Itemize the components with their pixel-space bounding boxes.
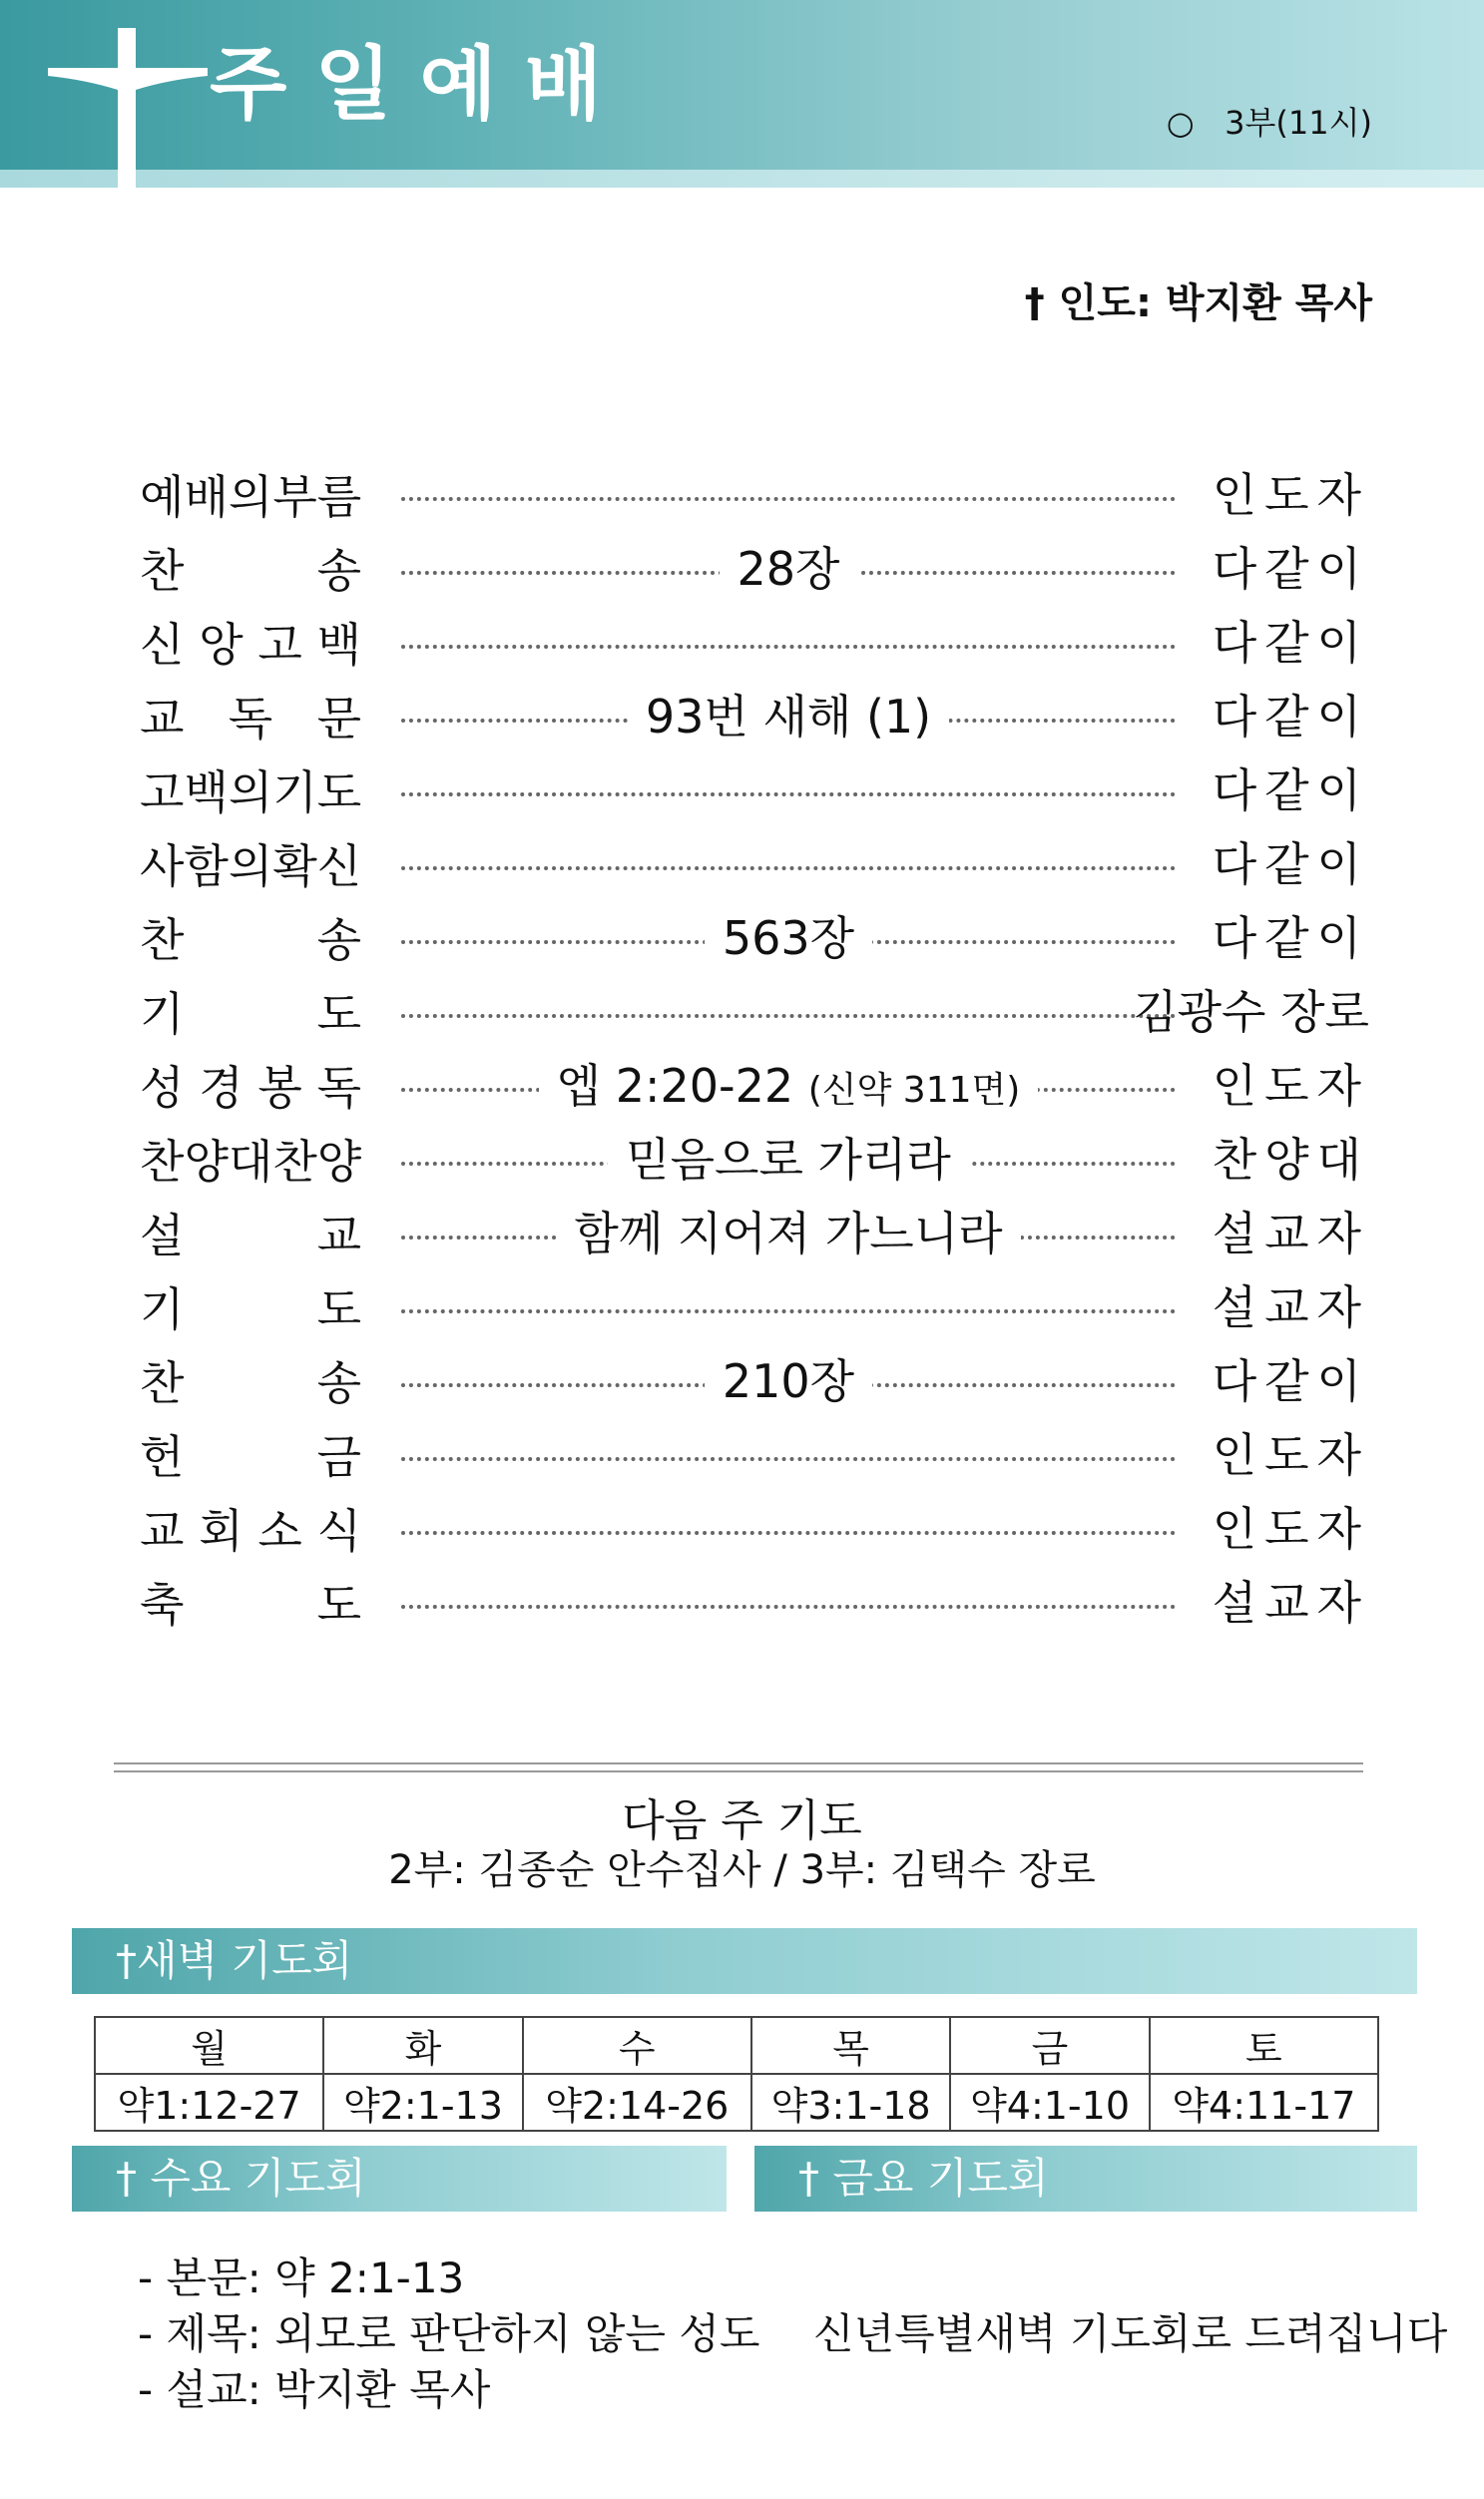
order-row: [140, 900, 1369, 974]
order-of-worship: [140, 457, 1369, 1639]
order-row: [140, 531, 1369, 605]
order-item-detail-text: 믿음으로 가리라: [626, 1133, 951, 1187]
order-item-person: 찬양대: [1212, 1133, 1369, 1187]
label-char: 성: [140, 1061, 185, 1115]
order-item-detail-wrap: [608, 1133, 969, 1187]
order-item-person: 다같이: [1212, 837, 1369, 891]
order-item-detail-text: 210장: [722, 1354, 855, 1408]
order-item-person: 다같이: [1212, 542, 1369, 596]
order-item-label: [140, 1052, 361, 1118]
table-cell-day: 목: [751, 2017, 950, 2074]
dotted-leader: [401, 1605, 1176, 1609]
table-cell-day: 월: [95, 2017, 323, 2074]
order-row: [140, 752, 1369, 826]
table-row: [95, 2074, 1378, 2131]
order-item-person: 인도자: [1212, 1059, 1369, 1113]
table-cell-reading: 약2:1-13: [323, 2074, 522, 2131]
label-char: 찬: [140, 1135, 185, 1189]
order-item-detail: [401, 1130, 1176, 1190]
order-item-detail: [401, 1351, 1176, 1411]
label-char: 고: [140, 765, 185, 819]
order-item-detail-wrap: [628, 690, 949, 744]
order-item-detail: [401, 687, 1176, 747]
label-char: 의: [228, 839, 273, 893]
label-char: 부: [272, 470, 317, 524]
order-row: [140, 679, 1369, 752]
dawn-prayer-table: [94, 2016, 1379, 2132]
label-char: 금: [316, 1430, 361, 1484]
label-char: 교: [140, 692, 185, 746]
label-char: 확: [272, 839, 317, 893]
label-char: 찬: [140, 1356, 185, 1410]
wednesday-prayer-header: † 수요 기도회: [72, 2146, 727, 2212]
order-item-person: 설교자: [1212, 1207, 1369, 1260]
label-char: 백: [184, 765, 229, 819]
order-item-label: [140, 609, 361, 675]
divider: [114, 1762, 1363, 1772]
label-char: 신: [140, 618, 185, 672]
service-time-text: 3부(11시): [1225, 104, 1372, 142]
label-char: 함: [184, 839, 229, 893]
label-char: 찬: [140, 913, 185, 967]
dotted-leader: [401, 1014, 1176, 1018]
label-char: 소: [257, 1504, 302, 1558]
order-row: [140, 605, 1369, 679]
cross-icon: [48, 28, 208, 188]
order-row: [140, 1048, 1369, 1122]
label-char: 기: [140, 987, 185, 1041]
order-row: [140, 1343, 1369, 1417]
order-row: [140, 1491, 1369, 1565]
label-char: 배: [184, 470, 229, 524]
label-char: 대: [228, 1135, 273, 1189]
label-char: 기: [140, 1282, 185, 1336]
label-char: 의: [228, 470, 273, 524]
order-item-label: [140, 461, 361, 527]
label-char: 교: [316, 1209, 361, 1262]
dotted-leader: [401, 497, 1176, 501]
table-row: [95, 2017, 1378, 2074]
order-row: [140, 1565, 1369, 1639]
label-char: 신: [316, 839, 362, 893]
label-char: 독: [316, 1061, 361, 1115]
dotted-leader: [401, 1309, 1176, 1313]
note-line: - 본문: 약 2:1-13: [138, 2253, 465, 2302]
order-item-person: 다같이: [1212, 911, 1369, 965]
order-item-person: 인도자: [1212, 1502, 1369, 1556]
dotted-leader: [401, 866, 1176, 870]
label-char: 송: [316, 544, 361, 598]
order-item-person: 인도자: [1212, 468, 1369, 522]
next-week-detail: 2부: 김종순 안수집사 / 3부: 김택수 장로: [388, 1847, 1096, 1893]
table-cell-reading: 약2:14-26: [523, 2074, 751, 2131]
dawn-prayer-header: †새벽 기도회: [72, 1928, 1417, 1994]
order-item-label: [140, 1495, 361, 1561]
order-item-label: [140, 756, 361, 822]
order-item-label: [140, 1273, 361, 1339]
label-char: 축: [140, 1578, 185, 1632]
label-char: 도: [316, 765, 362, 819]
order-item-detail: [401, 1204, 1176, 1263]
order-item-detail-wrap: [705, 911, 872, 965]
dotted-leader: [401, 792, 1176, 796]
order-item-person: 설교자: [1212, 1576, 1369, 1630]
order-item-detail-text: 함께 지어져 가느니라: [574, 1207, 1003, 1260]
header-band: [0, 170, 1484, 188]
page-title: 주일예배: [210, 38, 631, 131]
order-item-label: [140, 830, 361, 896]
order-item-label: [140, 1347, 361, 1413]
label-char: 도: [316, 1578, 361, 1632]
worship-leader: † 인도: 박지환 목사: [1024, 280, 1372, 326]
order-item-detail: [401, 539, 1176, 599]
table-cell-day: 금: [950, 2017, 1149, 2074]
label-char: 백: [316, 618, 361, 672]
label-char: 양: [316, 1135, 362, 1189]
service-time: ○ 3부(11시): [1166, 104, 1372, 142]
order-item-detail-note: (신약 311면): [807, 1070, 1021, 1111]
label-char: 경: [199, 1061, 244, 1115]
table-cell-reading: 약1:12-27: [95, 2074, 323, 2131]
label-char: 사: [140, 839, 185, 893]
order-row: [140, 457, 1369, 531]
table-cell-day: 토: [1150, 2017, 1378, 2074]
label-char: 송: [316, 1356, 361, 1410]
label-char: 앙: [199, 618, 244, 672]
wednesday-prayer-notes: [138, 2250, 760, 2418]
order-item-label: [140, 683, 361, 749]
order-row: [140, 1417, 1369, 1491]
label-char: 봉: [257, 1061, 302, 1115]
order-item-detail-wrap: [720, 542, 858, 596]
order-item-label: [140, 1421, 361, 1487]
label-char: 기: [272, 765, 317, 819]
order-item-person: 인도자: [1212, 1428, 1369, 1482]
order-row: [140, 1269, 1369, 1343]
label-char: 예: [140, 470, 185, 524]
order-item-detail-wrap: [556, 1207, 1020, 1260]
label-char: 설: [140, 1209, 185, 1262]
note-line: - 제목: 외모로 판단하지 않는 성도: [138, 2309, 760, 2358]
friday-prayer-header: † 금요 기도회: [754, 2146, 1417, 2212]
order-item-detail-wrap: [539, 1059, 1039, 1113]
label-char: 찬: [272, 1135, 317, 1189]
label-char: 헌: [140, 1430, 185, 1484]
order-item-label: [140, 1126, 361, 1192]
dotted-leader: [401, 1457, 1176, 1461]
table-cell-day: 화: [323, 2017, 522, 2074]
table-cell-day: 수: [523, 2017, 751, 2074]
order-item-label: [140, 1200, 361, 1265]
order-item-detail-text: 563장: [722, 911, 855, 965]
order-item-person: 다같이: [1212, 690, 1369, 744]
order-item-detail: [401, 1056, 1176, 1121]
dotted-leader: [401, 1531, 1176, 1535]
order-item-person: 설교자: [1212, 1280, 1369, 1334]
label-char: 찬: [140, 544, 185, 598]
label-char: 식: [316, 1504, 361, 1558]
order-item-detail-text: 28장: [737, 542, 840, 596]
order-item-detail: [401, 908, 1176, 968]
dotted-leader: [401, 645, 1176, 649]
order-item-label: [140, 978, 361, 1044]
label-char: 양: [184, 1135, 229, 1189]
table-cell-reading: 약4:1-10: [950, 2074, 1149, 2131]
order-item-person: 다같이: [1212, 1354, 1369, 1408]
label-char: 고: [257, 618, 302, 672]
label-char: 회: [199, 1504, 244, 1558]
label-char: 교: [140, 1504, 185, 1558]
label-char: 의: [228, 765, 273, 819]
label-char: 송: [316, 913, 361, 967]
order-row: [140, 1196, 1369, 1269]
order-item-person: 다같이: [1212, 763, 1369, 817]
order-item-label: [140, 1569, 361, 1635]
order-item-person: 다같이: [1212, 616, 1369, 670]
next-week-title: 다음 주 기도: [622, 1795, 862, 1846]
order-item-detail-wrap: [705, 1354, 872, 1408]
friday-prayer-note: 신년특별새벽 기도회로 드려집니다: [813, 2309, 1448, 2358]
label-char: 름: [316, 470, 362, 524]
label-char: 도: [316, 1282, 361, 1336]
order-row: [140, 1122, 1369, 1196]
order-item-label: [140, 535, 361, 601]
order-row: [140, 826, 1369, 900]
order-item-label: [140, 904, 361, 970]
label-char: 문: [316, 692, 361, 746]
order-item-detail-text: 엡 2:20-22: [556, 1059, 794, 1113]
table-cell-reading: 약3:1-18: [751, 2074, 950, 2131]
order-row: [140, 974, 1369, 1048]
table-cell-reading: 약4:11-17: [1150, 2074, 1378, 2131]
label-char: 독: [228, 692, 273, 746]
order-item-detail-text: 93번 새해 (1): [645, 690, 932, 744]
order-item-person: 김광수 장로: [1133, 985, 1369, 1039]
note-line: - 설교: 박지환 목사: [138, 2365, 491, 2414]
label-char: 도: [316, 987, 361, 1041]
